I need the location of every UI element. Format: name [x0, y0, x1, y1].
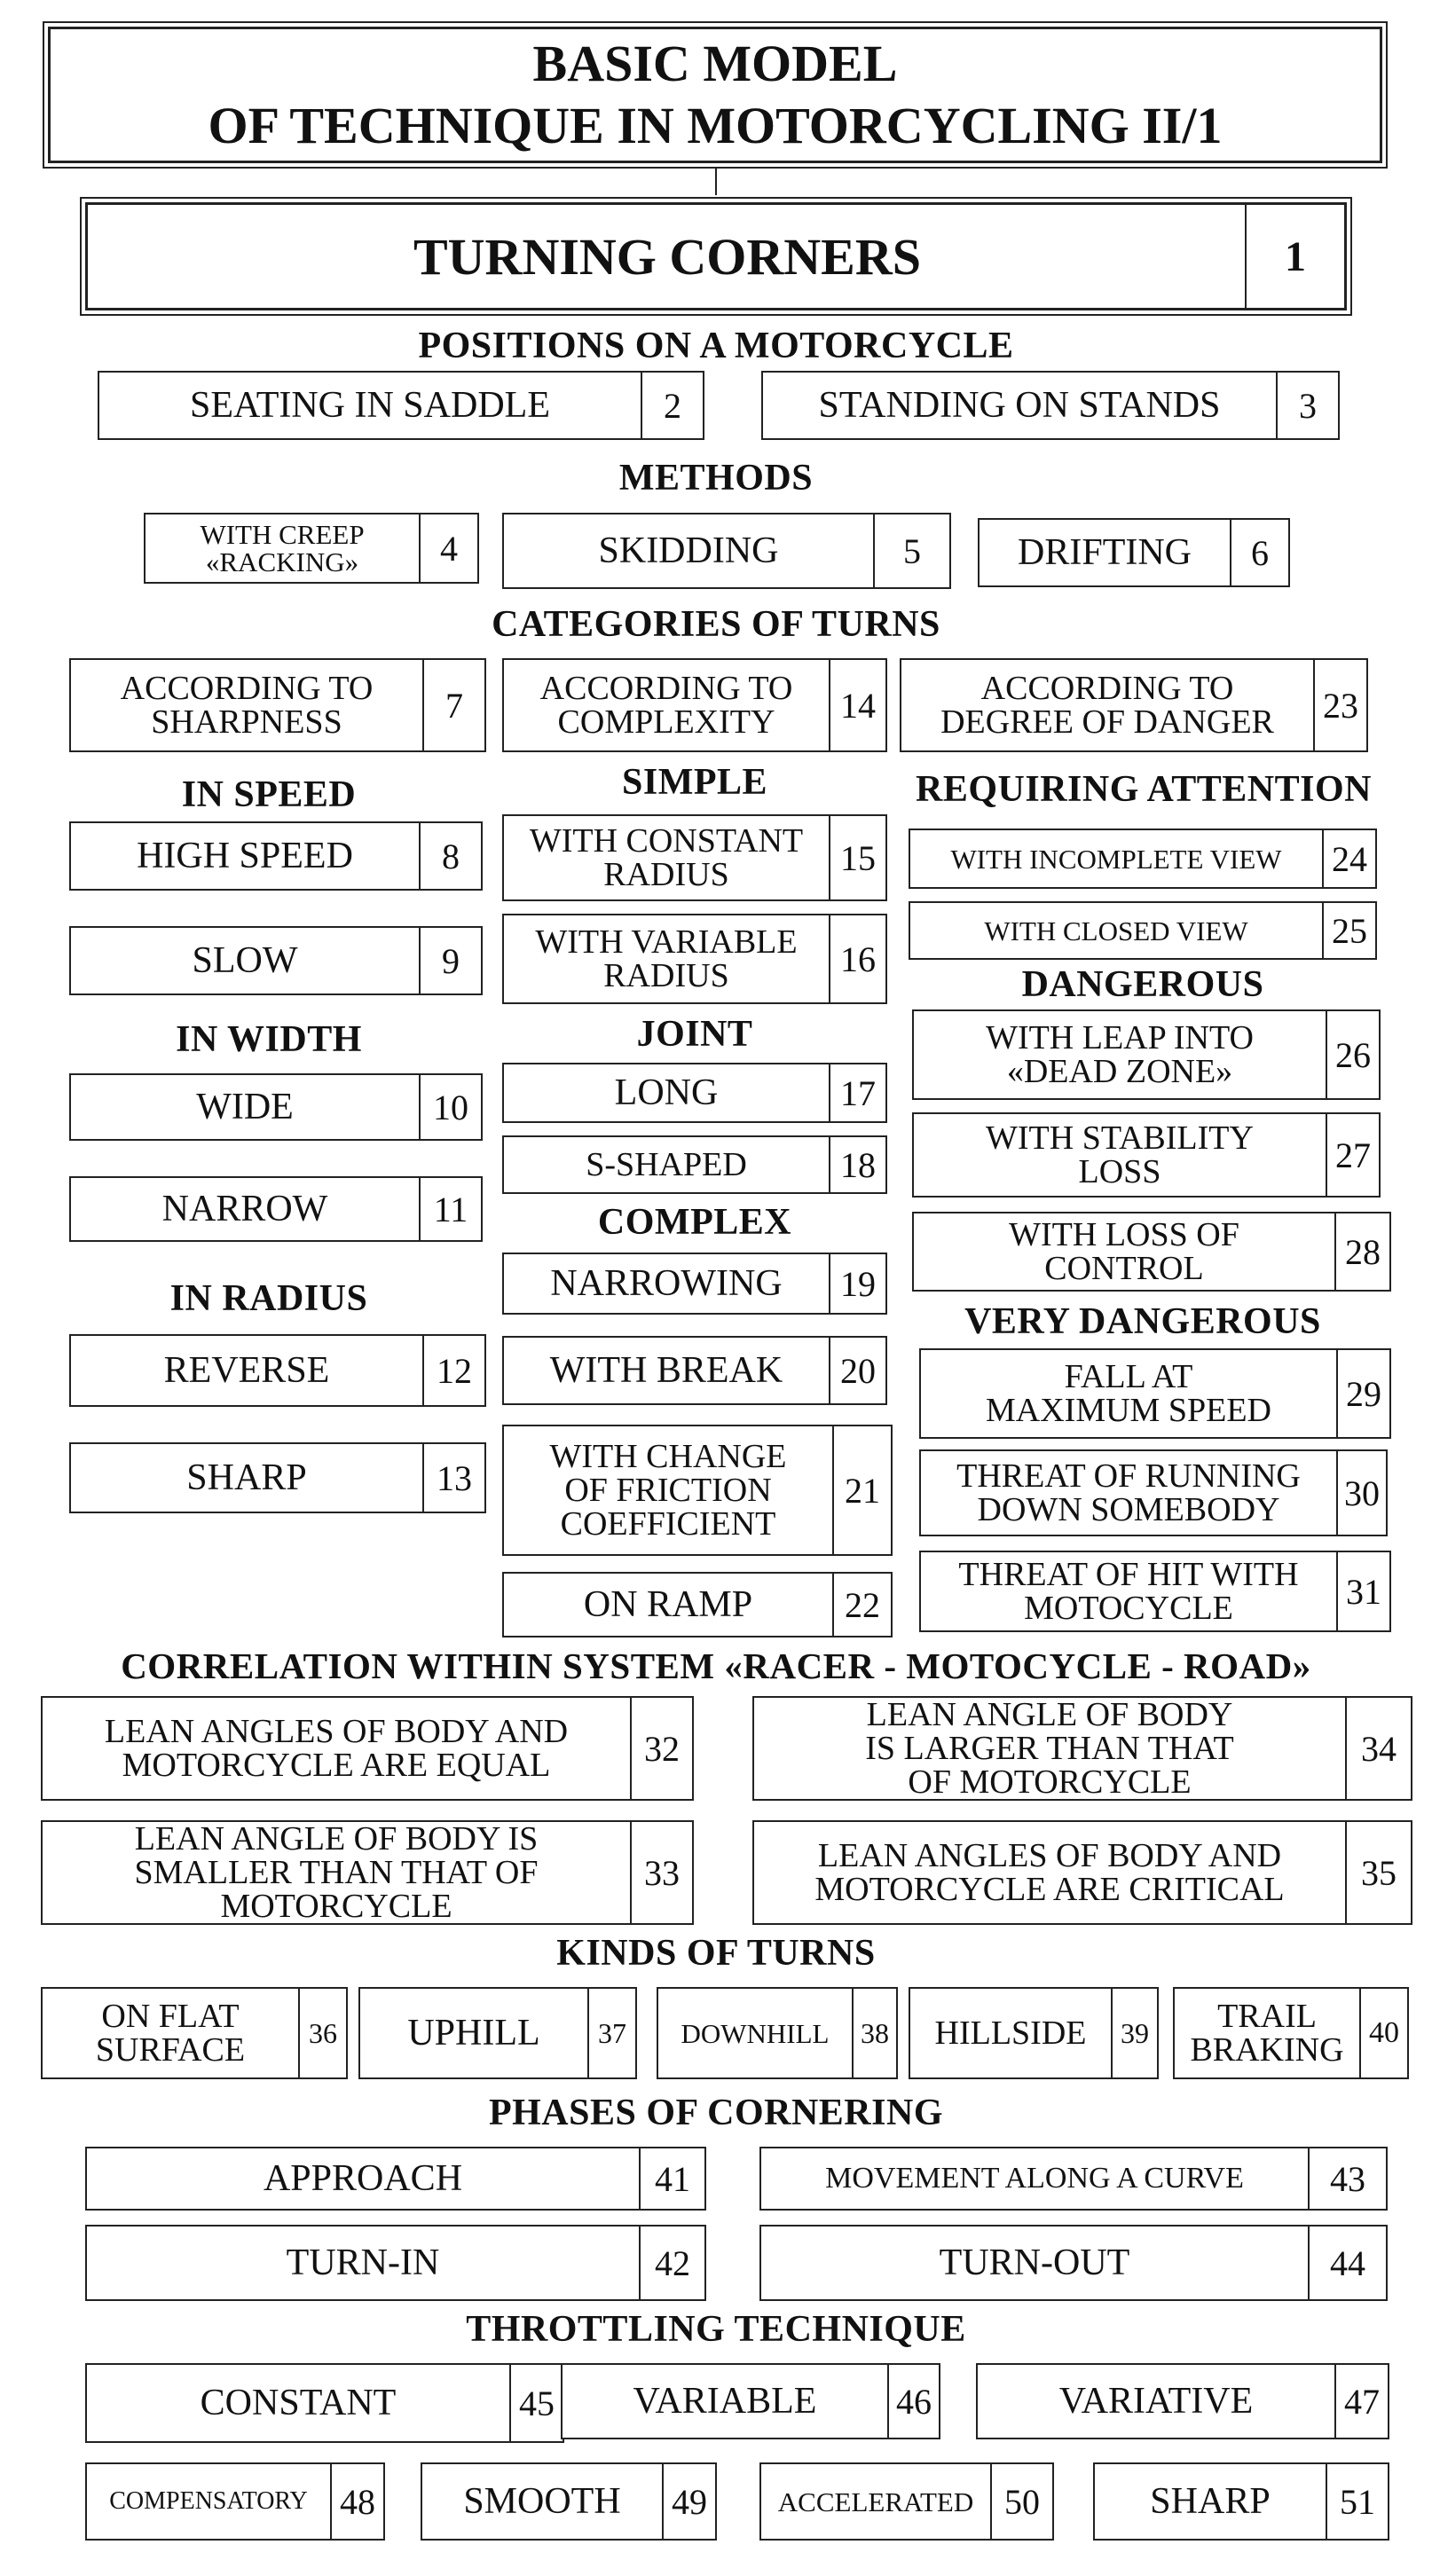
item-42: [85, 2225, 706, 2301]
item-12: [69, 1334, 486, 1407]
diagram-title: BASIC MODEL OF TECHNIQUE IN MOTORCYCLING II/1: [208, 35, 1223, 154]
item-label: NARROWING: [550, 1263, 783, 1304]
item-label: WITH CREEP «RACKING»: [200, 519, 365, 577]
item-number: 13: [422, 1444, 484, 1512]
item-label: TURN-OUT: [939, 2242, 1130, 2283]
item-17: [502, 1063, 887, 1123]
item-31: [919, 1551, 1391, 1632]
section-correlation: CORRELATION WITHIN SYSTEM «RACER - MOTOCYCLE - ROAD»: [121, 1645, 1311, 1686]
main-topic-number: 1: [1245, 205, 1344, 308]
item-19: [502, 1253, 887, 1315]
item-45: [85, 2363, 564, 2443]
item-22: [502, 1572, 893, 1637]
item-number: 20: [829, 1338, 885, 1403]
item-11: [69, 1176, 483, 1242]
item-label: APPROACH: [263, 2158, 463, 2199]
item-label: HILLSIDE: [934, 2014, 1087, 2052]
item-label: LEAN ANGLES OF BODY AND MOTORCYCLE ARE CRITICAL: [814, 1837, 1285, 1908]
item-label: LEAN ANGLE OF BODY IS SMALLER THAN THAT OF MOTORCYCLE: [134, 1820, 539, 1925]
item-label: SKIDDING: [598, 530, 779, 571]
item-number: 7: [422, 660, 484, 750]
item-18: [502, 1135, 887, 1194]
section-complex: COMPLEX: [597, 1202, 792, 1243]
connector-line: [715, 169, 717, 195]
item-label: WITH VARIABLE RADIUS: [535, 923, 798, 994]
item-label: DRIFTING: [1018, 532, 1192, 573]
item-label: THREAT OF HIT WITH MOTOCYCLE: [958, 1556, 1299, 1627]
item-number: 29: [1336, 1350, 1389, 1437]
item-label: S-SHAPED: [586, 1146, 747, 1183]
item-51: [1093, 2462, 1389, 2541]
item-number: 24: [1322, 830, 1375, 887]
item-number: 17: [829, 1064, 885, 1121]
item-number: 25: [1322, 903, 1375, 958]
item-label: FALL AT MAXIMUM SPEED: [986, 1358, 1271, 1429]
item-label: WITH LEAP INTO «DEAD ZONE»: [986, 1019, 1254, 1090]
item-8: [69, 821, 483, 891]
item-number: 5: [873, 514, 949, 587]
item-13: [69, 1442, 486, 1513]
item-49: [421, 2462, 717, 2541]
item-number: 26: [1326, 1011, 1379, 1098]
item-25: [909, 901, 1377, 960]
item-37: [358, 1987, 637, 2079]
item-44: [759, 2225, 1388, 2301]
item-label: MOVEMENT ALONG A CURVE: [825, 2162, 1244, 2195]
item-number: 44: [1308, 2227, 1386, 2299]
item-number: 43: [1308, 2148, 1386, 2209]
item-number: 48: [330, 2464, 383, 2539]
item-number: 45: [509, 2365, 563, 2441]
item-label: WITH CLOSED VIEW: [984, 915, 1248, 946]
item-label: SEATING IN SADDLE: [190, 385, 550, 426]
section-simple: SIMPLE: [621, 762, 768, 803]
item-28: [912, 1212, 1391, 1292]
section-kinds: KINDS OF TURNS: [556, 1933, 876, 1974]
item-number: 3: [1276, 373, 1338, 438]
item-26: [912, 1009, 1381, 1100]
item-4: [144, 513, 479, 584]
item-36: [41, 1987, 348, 2079]
diagram-title-box: [48, 27, 1382, 163]
item-number: 4: [419, 514, 477, 582]
item-number: 36: [298, 1989, 346, 2077]
item-number: 40: [1359, 1989, 1407, 2077]
item-3: [761, 371, 1340, 440]
item-6: [978, 518, 1290, 587]
item-number: 14: [829, 660, 885, 750]
item-9: [69, 926, 483, 995]
item-43: [759, 2147, 1388, 2211]
item-number: 30: [1336, 1451, 1386, 1535]
item-number: 15: [829, 816, 885, 899]
main-topic-label: TURNING CORNERS: [413, 227, 921, 286]
item-46: [561, 2363, 940, 2439]
item-label: SHARP: [186, 1457, 307, 1498]
item-number: 19: [829, 1254, 885, 1313]
item-label: WITH CONSTANT RADIUS: [529, 822, 804, 893]
section-in-speed: IN SPEED: [181, 774, 357, 815]
item-label: THREAT OF RUNNING DOWN SOMEBODY: [956, 1457, 1301, 1528]
item-number: 12: [422, 1336, 484, 1405]
section-very-dangerous: VERY DANGEROUS: [964, 1301, 1321, 1342]
item-label: SLOW: [192, 940, 298, 981]
item-label: ACCORDING TO COMPLEXITY: [539, 670, 793, 741]
item-label: CONSTANT: [200, 2383, 397, 2423]
item-label: REVERSE: [163, 1350, 330, 1391]
item-number: 50: [990, 2464, 1052, 2539]
item-24: [909, 829, 1377, 889]
item-label: HIGH SPEED: [137, 836, 353, 876]
item-number: 46: [887, 2365, 939, 2438]
item-number: 38: [852, 1989, 896, 2077]
item-number: 2: [641, 373, 703, 438]
item-number: 18: [829, 1137, 885, 1192]
item-35: [752, 1820, 1412, 1925]
item-number: 42: [639, 2227, 704, 2299]
item-number: 47: [1334, 2365, 1388, 2438]
section-methods: METHODS: [618, 458, 814, 499]
item-number: 27: [1326, 1114, 1379, 1196]
item-label: STANDING ON STANDS: [818, 385, 1221, 426]
section-dangerous: DANGEROUS: [1021, 964, 1264, 1005]
section-phases: PHASES OF CORNERING: [488, 2093, 943, 2133]
item-29: [919, 1348, 1391, 1439]
item-label: SHARP: [1150, 2481, 1271, 2522]
item-number: 16: [829, 915, 885, 1002]
item-number: 23: [1313, 660, 1366, 750]
item-number: 34: [1345, 1698, 1411, 1799]
item-label: WITH BREAK: [549, 1350, 783, 1391]
item-32: [41, 1696, 694, 1801]
item-number: 41: [639, 2148, 704, 2209]
section-in-radius: IN RADIUS: [169, 1278, 368, 1319]
item-41: [85, 2147, 706, 2211]
item-15: [502, 814, 887, 901]
item-label: UPHILL: [407, 2013, 540, 2054]
item-number: 37: [587, 1989, 635, 2077]
item-label: WITH INCOMPLETE VIEW: [950, 843, 1282, 875]
item-number: 8: [419, 823, 481, 889]
item-label: DOWNHILL: [681, 2017, 830, 2049]
item-number: 11: [419, 1178, 481, 1240]
item-number: 39: [1111, 1989, 1157, 2077]
item-label: ACCORDING TO DEGREE OF DANGER: [940, 670, 1274, 741]
section-categories: CATEGORIES OF TURNS: [492, 604, 940, 645]
item-number: 28: [1334, 1213, 1389, 1290]
item-label: WIDE: [196, 1087, 294, 1127]
item-23: [900, 658, 1368, 752]
item-20: [502, 1336, 887, 1405]
section-throttling: THROTTLING TECHNIQUE: [466, 2309, 966, 2350]
item-40: [1173, 1987, 1409, 2079]
item-21: [502, 1425, 893, 1556]
item-2: [98, 371, 704, 440]
item-number: 32: [630, 1698, 692, 1799]
item-5: [502, 513, 951, 589]
section-in-width: IN WIDTH: [176, 1019, 362, 1060]
item-number: 21: [832, 1426, 891, 1554]
item-number: 22: [832, 1574, 891, 1636]
item-label: WITH STABILITY LOSS: [986, 1119, 1254, 1190]
item-38: [657, 1987, 898, 2079]
item-number: 6: [1230, 520, 1288, 585]
item-number: 31: [1336, 1552, 1389, 1630]
section-positions: POSITIONS ON A MOTORCYCLE: [418, 326, 1014, 366]
item-7: [69, 658, 486, 752]
item-label: NARROW: [161, 1189, 328, 1229]
item-number: 10: [419, 1075, 481, 1139]
item-label: COMPENSATORY: [109, 2487, 308, 2515]
item-label: ACCORDING TO SHARPNESS: [120, 670, 374, 741]
item-label: TRAIL BRAKING: [1190, 1998, 1344, 2069]
section-joint: JOINT: [636, 1014, 753, 1055]
item-48: [85, 2462, 385, 2541]
item-14: [502, 658, 887, 752]
item-label: TURN-IN: [286, 2242, 440, 2283]
item-50: [759, 2462, 1054, 2541]
item-label: VARIABLE: [633, 2381, 817, 2422]
section-requiring-attention: REQUIRING ATTENTION: [916, 769, 1372, 810]
item-33: [41, 1820, 694, 1925]
item-label: WITH CHANGE OF FRICTION COEFFICIENT: [549, 1438, 787, 1543]
item-label: ON FLAT SURFACE: [95, 1998, 246, 2069]
item-34: [752, 1696, 1412, 1801]
item-label: LONG: [614, 1072, 719, 1113]
item-label: VARIATIVE: [1058, 2381, 1254, 2422]
item-number: 35: [1345, 1822, 1411, 1923]
item-16: [502, 914, 887, 1004]
item-30: [919, 1449, 1388, 1536]
item-39: [909, 1987, 1159, 2079]
item-label: SMOOTH: [463, 2481, 621, 2522]
item-10: [69, 1073, 483, 1141]
item-label: ACCELERATED: [777, 2486, 974, 2517]
item-label: LEAN ANGLE OF BODY IS LARGER THAN THAT OF MOTORCYCLE: [865, 1696, 1234, 1801]
item-47: [976, 2363, 1389, 2439]
item-number: 49: [662, 2464, 715, 2539]
item-label: LEAN ANGLES OF BODY AND MOTORCYCLE ARE EQUAL: [104, 1713, 569, 1784]
item-number: 9: [419, 928, 481, 993]
item-27: [912, 1112, 1381, 1198]
item-number: 33: [630, 1822, 692, 1923]
item-label: ON RAMP: [583, 1584, 753, 1625]
main-topic-box: [85, 202, 1347, 310]
item-label: WITH LOSS OF CONTROL: [1009, 1216, 1239, 1287]
item-number: 51: [1326, 2464, 1388, 2539]
